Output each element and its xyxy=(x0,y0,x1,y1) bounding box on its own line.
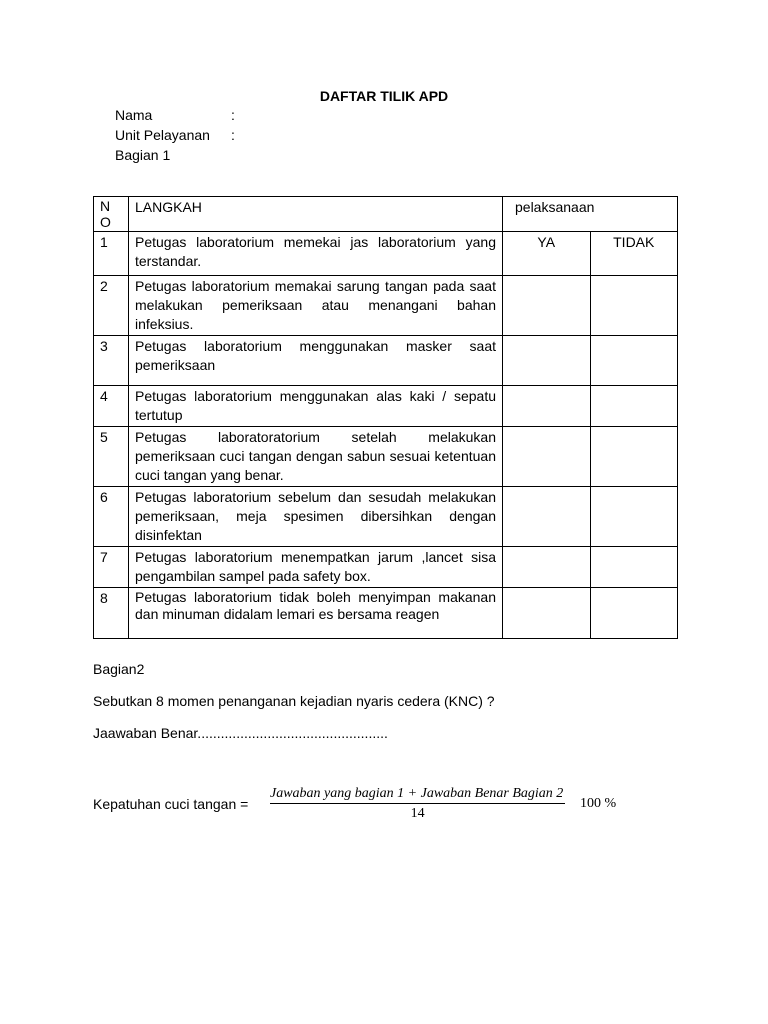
tidak-cell[interactable] xyxy=(590,487,678,547)
formula-percent: 100 % xyxy=(580,796,617,811)
ya-cell[interactable] xyxy=(503,336,591,386)
row-text: Petugas laboratorium memekai jas laboratorium yang terstandar. xyxy=(129,232,503,276)
tidak-cell[interactable] xyxy=(590,588,678,639)
table-row xyxy=(94,427,678,487)
unit-colon: : xyxy=(231,127,235,143)
row-text: Petugas laboratorium menggunakan alas kaki / sepatu tertutup xyxy=(129,386,503,427)
table-row xyxy=(94,547,678,588)
header-pelaksanaan: pelaksanaan xyxy=(503,197,678,232)
unit-row xyxy=(115,127,235,143)
ya-cell[interactable] xyxy=(503,276,591,336)
ya-cell[interactable] xyxy=(503,386,591,427)
row-text: Petugas laboratorium menggunakan masker saat pemeriksaan xyxy=(129,336,503,386)
nama-label: Nama xyxy=(115,107,153,123)
tidak-cell[interactable] xyxy=(590,386,678,427)
table-header-row xyxy=(94,197,678,232)
table-row xyxy=(94,386,678,427)
tidak-cell[interactable] xyxy=(590,336,678,386)
nama-row xyxy=(115,107,235,123)
row-no: 4 xyxy=(94,386,129,427)
header-langkah: LANGKAH xyxy=(129,197,503,232)
row-no: 7 xyxy=(94,547,129,588)
row-no: 1 xyxy=(94,232,129,276)
row-text: Petugas laboratorium menempatkan jarum ,lancet sisa pengambilan sampel pada safety box. xyxy=(129,547,503,588)
nama-colon: : xyxy=(231,107,235,123)
header-no: N O xyxy=(94,197,129,232)
row-no: 2 xyxy=(94,276,129,336)
row-text: Petugas laboratorium tidak boleh menyimpan makanan dan minuman didalam lemari es bersama reagen xyxy=(129,588,503,639)
header-ya: YA xyxy=(503,232,591,276)
formula-fraction xyxy=(270,786,565,822)
formula-label: Kepatuhan cuci tangan = xyxy=(93,796,249,812)
table-row xyxy=(94,588,678,639)
unit-label: Unit Pelayanan xyxy=(115,127,210,143)
formula-numerator: Jawaban yang bagian 1 + Jawaban Benar Bagian 2 xyxy=(270,786,565,804)
row-text: Petugas laboratorium memakai sarung tangan pada saat melakukan pemeriksaan atau menangani bahan infeksius. xyxy=(129,276,503,336)
bagian2-heading: Bagian2 xyxy=(93,661,145,677)
ya-cell[interactable] xyxy=(503,487,591,547)
tidak-cell[interactable] xyxy=(590,427,678,487)
ya-cell[interactable] xyxy=(503,427,591,487)
bagian2-question: Sebutkan 8 momen penanganan kejadian nyaris cedera (KNC) ? xyxy=(93,693,495,709)
header-tidak: TIDAK xyxy=(590,232,678,276)
tidak-cell[interactable] xyxy=(590,547,678,588)
row-no: 5 xyxy=(94,427,129,487)
row-no: 6 xyxy=(94,487,129,547)
bagian1-label: Bagian 1 xyxy=(115,147,171,163)
row-no: 8 xyxy=(94,588,129,639)
row-text: Petugas laboratorium sebelum dan sesudah melakukan pemeriksaan, meja spesimen dibersihkan dengan disinfektan xyxy=(129,487,503,547)
page-title: DAFTAR TILIK APD xyxy=(319,88,449,104)
table-row xyxy=(94,336,678,386)
checklist-table xyxy=(93,196,678,639)
row-no: 3 xyxy=(94,336,129,386)
table-row xyxy=(94,232,678,276)
formula-denominator: 14 xyxy=(410,806,425,821)
bagian2-answer: Jaawaban Benar................................................. xyxy=(93,725,388,741)
tidak-cell[interactable] xyxy=(590,276,678,336)
row-text: Petugas laboratoratorium setelah melakukan pemeriksaan cuci tangan dengan sabun sesuai ketentuan cuci tangan yang benar. xyxy=(129,427,503,487)
ya-cell[interactable] xyxy=(503,588,591,639)
table-row xyxy=(94,487,678,547)
table-row xyxy=(94,276,678,336)
ya-cell[interactable] xyxy=(503,547,591,588)
